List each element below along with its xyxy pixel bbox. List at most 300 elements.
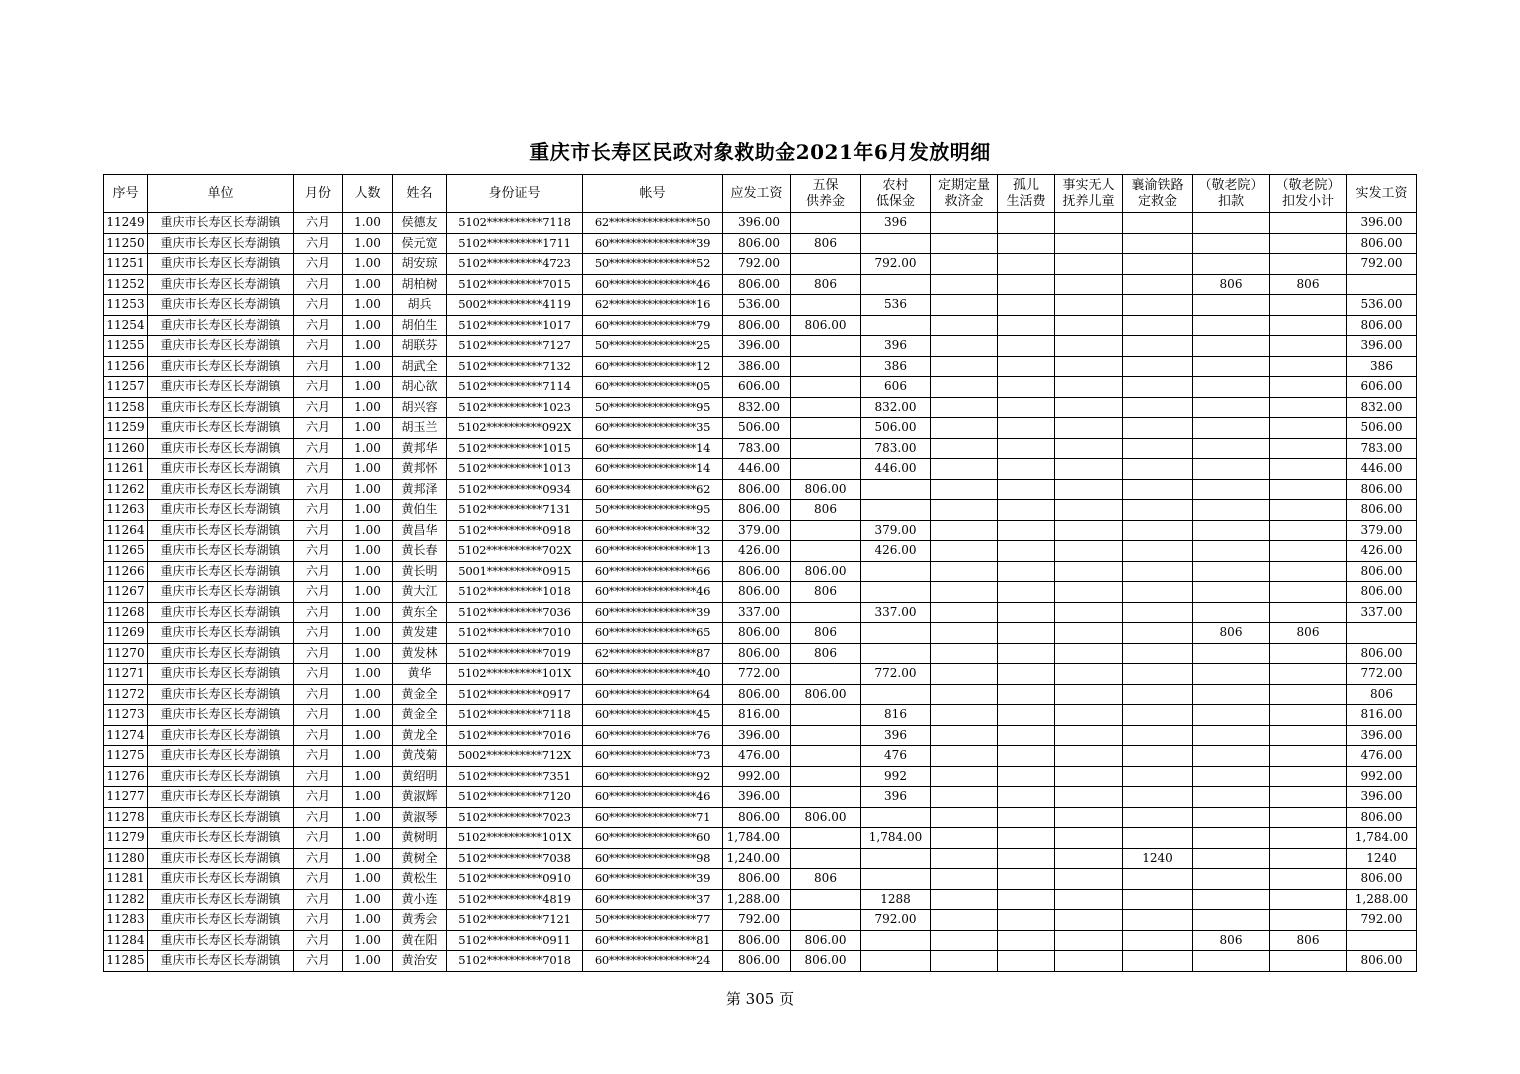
column-header: （敬老院） 扣发小计 bbox=[1270, 175, 1347, 213]
table-cell: 606 bbox=[861, 377, 931, 398]
table-cell bbox=[1193, 746, 1270, 767]
table-cell: 1.00 bbox=[343, 725, 393, 746]
table-cell: 重庆市长寿区长寿湖镇 bbox=[148, 541, 294, 562]
table-cell bbox=[1055, 725, 1123, 746]
table-cell: 1.00 bbox=[343, 828, 393, 849]
table-cell: 黄长明 bbox=[393, 561, 447, 582]
table-cell bbox=[998, 418, 1055, 439]
table-cell: 806.00 bbox=[1347, 643, 1417, 664]
table-cell bbox=[1270, 746, 1347, 767]
table-cell bbox=[791, 746, 861, 767]
table-cell: 5102**********1023 bbox=[447, 397, 583, 418]
table-cell: 772.00 bbox=[723, 664, 791, 685]
table-cell: 1.00 bbox=[343, 520, 393, 541]
table-cell bbox=[1270, 500, 1347, 521]
table-cell: 806.00 bbox=[1347, 582, 1417, 603]
table-cell: 1.00 bbox=[343, 951, 393, 972]
table-cell bbox=[1123, 541, 1193, 562]
table-cell: 783.00 bbox=[723, 438, 791, 459]
table-cell: 806 bbox=[1193, 623, 1270, 644]
table-cell bbox=[931, 479, 998, 500]
table-cell bbox=[1055, 377, 1123, 398]
table-cell bbox=[1123, 766, 1193, 787]
table-cell: 胡安琼 bbox=[393, 254, 447, 275]
column-header: （敬老院） 扣款 bbox=[1193, 175, 1270, 213]
table-cell: 386.00 bbox=[723, 356, 791, 377]
table-cell: 396.00 bbox=[723, 336, 791, 357]
table-cell: 黄昌华 bbox=[393, 520, 447, 541]
table-cell: 5102**********1017 bbox=[447, 315, 583, 336]
table-cell bbox=[1193, 643, 1270, 664]
table-cell: 1.00 bbox=[343, 746, 393, 767]
table-cell: 783.00 bbox=[1347, 438, 1417, 459]
table-cell: 806.00 bbox=[791, 951, 861, 972]
table-cell: 476.00 bbox=[723, 746, 791, 767]
table-cell bbox=[791, 459, 861, 480]
table-cell bbox=[1123, 746, 1193, 767]
table-row bbox=[104, 869, 1417, 890]
table-row bbox=[104, 643, 1417, 664]
table-cell: 60****************81 bbox=[583, 930, 723, 951]
table-cell: 1.00 bbox=[343, 459, 393, 480]
table-cell bbox=[1193, 356, 1270, 377]
table-cell: 11258 bbox=[104, 397, 148, 418]
table-cell: 11256 bbox=[104, 356, 148, 377]
table-cell: 783.00 bbox=[861, 438, 931, 459]
table-cell bbox=[998, 705, 1055, 726]
table-cell bbox=[1055, 438, 1123, 459]
table-cell: 黄茂菊 bbox=[393, 746, 447, 767]
table-cell: 806 bbox=[791, 623, 861, 644]
table-cell: 1,288.00 bbox=[723, 889, 791, 910]
table-cell bbox=[931, 807, 998, 828]
table-cell: 重庆市长寿区长寿湖镇 bbox=[148, 828, 294, 849]
table-cell: 1.00 bbox=[343, 848, 393, 869]
table-cell: 792.00 bbox=[861, 254, 931, 275]
table-cell: 11270 bbox=[104, 643, 148, 664]
table-cell: 六月 bbox=[294, 438, 343, 459]
table-cell: 1.00 bbox=[343, 213, 393, 234]
table-cell: 重庆市长寿区长寿湖镇 bbox=[148, 254, 294, 275]
table-cell bbox=[931, 541, 998, 562]
table-cell bbox=[998, 295, 1055, 316]
table-row bbox=[104, 561, 1417, 582]
table-cell: 六月 bbox=[294, 889, 343, 910]
table-cell: 黄淑辉 bbox=[393, 787, 447, 808]
table-cell bbox=[1055, 930, 1123, 951]
table-cell: 792.00 bbox=[861, 910, 931, 931]
table-cell bbox=[1193, 500, 1270, 521]
table-cell bbox=[861, 274, 931, 295]
table-cell: 黄金全 bbox=[393, 705, 447, 726]
table-cell bbox=[1270, 828, 1347, 849]
table-cell bbox=[1193, 254, 1270, 275]
table-cell: 11275 bbox=[104, 746, 148, 767]
table-cell bbox=[998, 889, 1055, 910]
table-cell: 60****************39 bbox=[583, 602, 723, 623]
table-cell bbox=[931, 520, 998, 541]
table-cell bbox=[1270, 889, 1347, 910]
table-cell: 806.00 bbox=[723, 561, 791, 582]
table-row bbox=[104, 787, 1417, 808]
table-cell: 536 bbox=[861, 295, 931, 316]
table-cell: 1,784.00 bbox=[861, 828, 931, 849]
table-cell: 侯德友 bbox=[393, 213, 447, 234]
table-cell: 806.00 bbox=[1347, 951, 1417, 972]
table-cell bbox=[931, 623, 998, 644]
table-cell: 426.00 bbox=[861, 541, 931, 562]
table-cell: 重庆市长寿区长寿湖镇 bbox=[148, 233, 294, 254]
table-cell: 5102**********101X bbox=[447, 664, 583, 685]
table-cell bbox=[1270, 418, 1347, 439]
table-cell: 5102**********1013 bbox=[447, 459, 583, 480]
table-cell: 六月 bbox=[294, 377, 343, 398]
table-cell bbox=[1193, 561, 1270, 582]
table-cell bbox=[931, 438, 998, 459]
table-cell: 992 bbox=[861, 766, 931, 787]
table-cell: 60****************60 bbox=[583, 828, 723, 849]
table-cell bbox=[931, 766, 998, 787]
table-cell: 六月 bbox=[294, 766, 343, 787]
table-row bbox=[104, 541, 1417, 562]
table-cell bbox=[791, 602, 861, 623]
table-cell: 重庆市长寿区长寿湖镇 bbox=[148, 787, 294, 808]
table-cell bbox=[1193, 869, 1270, 890]
table-cell: 806.00 bbox=[1347, 500, 1417, 521]
table-cell: 胡伯生 bbox=[393, 315, 447, 336]
table-cell bbox=[1055, 295, 1123, 316]
table-cell: 六月 bbox=[294, 602, 343, 623]
table-cell bbox=[791, 336, 861, 357]
table-cell: 1240 bbox=[1123, 848, 1193, 869]
table-cell: 60****************65 bbox=[583, 623, 723, 644]
table-cell bbox=[1123, 807, 1193, 828]
table-cell: 806.00 bbox=[791, 930, 861, 951]
table-cell bbox=[1123, 418, 1193, 439]
table-cell: 六月 bbox=[294, 500, 343, 521]
table-cell: 62****************87 bbox=[583, 643, 723, 664]
table-cell bbox=[1347, 930, 1417, 951]
table-cell bbox=[1123, 684, 1193, 705]
table-cell bbox=[998, 520, 1055, 541]
table-cell bbox=[998, 356, 1055, 377]
table-cell bbox=[1193, 459, 1270, 480]
table-cell bbox=[1123, 561, 1193, 582]
table-cell: 11254 bbox=[104, 315, 148, 336]
table-cell: 60****************39 bbox=[583, 233, 723, 254]
table-cell bbox=[931, 746, 998, 767]
table-cell: 11282 bbox=[104, 889, 148, 910]
page-number: 第 305 页 bbox=[725, 990, 795, 1008]
table-cell: 11252 bbox=[104, 274, 148, 295]
table-cell bbox=[998, 459, 1055, 480]
column-header: 序号 bbox=[104, 175, 148, 213]
table-cell: 胡兵 bbox=[393, 295, 447, 316]
table-cell: 重庆市长寿区长寿湖镇 bbox=[148, 869, 294, 890]
table-cell: 536.00 bbox=[1347, 295, 1417, 316]
table-cell: 11273 bbox=[104, 705, 148, 726]
table-cell bbox=[1055, 500, 1123, 521]
table-cell: 379.00 bbox=[723, 520, 791, 541]
table-cell: 黄松生 bbox=[393, 869, 447, 890]
table-cell bbox=[1193, 684, 1270, 705]
table-cell: 1.00 bbox=[343, 582, 393, 603]
table-cell bbox=[1123, 438, 1193, 459]
table-cell: 476.00 bbox=[1347, 746, 1417, 767]
table-cell: 60****************37 bbox=[583, 889, 723, 910]
table-cell: 六月 bbox=[294, 684, 343, 705]
column-header: 单位 bbox=[148, 175, 294, 213]
table-cell: 六月 bbox=[294, 643, 343, 664]
table-cell: 5102**********1018 bbox=[447, 582, 583, 603]
table-cell: 11279 bbox=[104, 828, 148, 849]
table-cell: 黄树明 bbox=[393, 828, 447, 849]
table-cell: 5102**********092X bbox=[447, 418, 583, 439]
table-cell bbox=[931, 787, 998, 808]
table-cell bbox=[998, 541, 1055, 562]
column-header: 身份证号 bbox=[447, 175, 583, 213]
table-cell: 黄小连 bbox=[393, 889, 447, 910]
table-cell bbox=[1270, 479, 1347, 500]
table-cell bbox=[1123, 479, 1193, 500]
table-cell: 1.00 bbox=[343, 561, 393, 582]
column-header: 人数 bbox=[343, 175, 393, 213]
table-cell: 60****************14 bbox=[583, 438, 723, 459]
table-cell bbox=[931, 910, 998, 931]
table-cell bbox=[1055, 213, 1123, 234]
table-cell: 806 bbox=[1270, 623, 1347, 644]
column-header: 帐号 bbox=[583, 175, 723, 213]
table-row bbox=[104, 848, 1417, 869]
table-cell: 792.00 bbox=[1347, 254, 1417, 275]
relief-fund-table bbox=[103, 174, 1417, 972]
table-cell: 重庆市长寿区长寿湖镇 bbox=[148, 315, 294, 336]
table-cell bbox=[998, 479, 1055, 500]
table-cell: 506.00 bbox=[861, 418, 931, 439]
table-cell: 重庆市长寿区长寿湖镇 bbox=[148, 356, 294, 377]
table-cell bbox=[931, 336, 998, 357]
table-cell bbox=[861, 582, 931, 603]
table-cell bbox=[1270, 356, 1347, 377]
table-cell: 六月 bbox=[294, 930, 343, 951]
table-cell: 806.00 bbox=[791, 479, 861, 500]
column-header: 应发工资 bbox=[723, 175, 791, 213]
table-cell bbox=[998, 725, 1055, 746]
table-cell bbox=[931, 869, 998, 890]
table-cell: 黄邦怀 bbox=[393, 459, 447, 480]
table-cell: 黄大江 bbox=[393, 582, 447, 603]
table-cell bbox=[931, 828, 998, 849]
table-cell bbox=[1193, 520, 1270, 541]
table-row bbox=[104, 254, 1417, 275]
table-cell: 六月 bbox=[294, 356, 343, 377]
table-cell bbox=[1055, 336, 1123, 357]
table-cell bbox=[1123, 500, 1193, 521]
table-cell: 重庆市长寿区长寿湖镇 bbox=[148, 418, 294, 439]
table-cell: 六月 bbox=[294, 397, 343, 418]
table-cell: 60****************13 bbox=[583, 541, 723, 562]
table-cell: 806.00 bbox=[791, 684, 861, 705]
table-cell bbox=[1270, 295, 1347, 316]
table-cell: 1.00 bbox=[343, 438, 393, 459]
table-cell bbox=[1270, 848, 1347, 869]
table-cell: 5102**********7127 bbox=[447, 336, 583, 357]
table-cell bbox=[998, 684, 1055, 705]
table-cell: 1.00 bbox=[343, 315, 393, 336]
table-cell bbox=[998, 951, 1055, 972]
table-cell bbox=[1193, 438, 1270, 459]
table-cell: 1.00 bbox=[343, 274, 393, 295]
table-cell: 1.00 bbox=[343, 500, 393, 521]
table-cell: 60****************98 bbox=[583, 848, 723, 869]
table-cell: 792.00 bbox=[1347, 910, 1417, 931]
table-cell: 5102**********0910 bbox=[447, 869, 583, 890]
table-cell bbox=[1270, 561, 1347, 582]
table-cell: 5102**********7118 bbox=[447, 705, 583, 726]
table-row bbox=[104, 930, 1417, 951]
table-cell bbox=[931, 602, 998, 623]
table-cell: 11249 bbox=[104, 213, 148, 234]
table-cell: 60****************46 bbox=[583, 274, 723, 295]
table-cell: 六月 bbox=[294, 787, 343, 808]
table-cell: 992.00 bbox=[1347, 766, 1417, 787]
table-cell bbox=[998, 848, 1055, 869]
table-cell: 806.00 bbox=[723, 684, 791, 705]
table-cell bbox=[791, 418, 861, 439]
table-cell bbox=[1055, 848, 1123, 869]
table-cell bbox=[931, 930, 998, 951]
table-cell: 806 bbox=[791, 274, 861, 295]
table-cell: 黄发建 bbox=[393, 623, 447, 644]
table-cell: 446.00 bbox=[723, 459, 791, 480]
table-cell: 426.00 bbox=[1347, 541, 1417, 562]
table-cell: 11285 bbox=[104, 951, 148, 972]
table-cell: 806.00 bbox=[723, 582, 791, 603]
table-cell: 806.00 bbox=[723, 623, 791, 644]
table-cell: 六月 bbox=[294, 233, 343, 254]
table-cell: 806.00 bbox=[1347, 315, 1417, 336]
table-cell: 1.00 bbox=[343, 602, 393, 623]
column-header: 实发工资 bbox=[1347, 175, 1417, 213]
table-cell bbox=[931, 377, 998, 398]
table-cell bbox=[1055, 787, 1123, 808]
table-cell: 重庆市长寿区长寿湖镇 bbox=[148, 500, 294, 521]
table-cell: 446.00 bbox=[861, 459, 931, 480]
table-cell: 重庆市长寿区长寿湖镇 bbox=[148, 274, 294, 295]
table-cell: 11267 bbox=[104, 582, 148, 603]
table-cell bbox=[1055, 315, 1123, 336]
table-cell bbox=[1055, 684, 1123, 705]
table-cell: 1,784.00 bbox=[723, 828, 791, 849]
table-cell bbox=[791, 213, 861, 234]
table-cell bbox=[791, 828, 861, 849]
table-row bbox=[104, 746, 1417, 767]
table-cell: 11253 bbox=[104, 295, 148, 316]
table-cell: 396.00 bbox=[723, 213, 791, 234]
table-cell bbox=[1123, 582, 1193, 603]
table-cell bbox=[1193, 418, 1270, 439]
table-cell bbox=[1270, 602, 1347, 623]
table-cell bbox=[1055, 602, 1123, 623]
table-cell bbox=[931, 561, 998, 582]
table-cell: 60****************79 bbox=[583, 315, 723, 336]
table-cell: 60****************05 bbox=[583, 377, 723, 398]
table-row bbox=[104, 766, 1417, 787]
table-cell bbox=[1193, 397, 1270, 418]
table-cell bbox=[861, 500, 931, 521]
table-cell: 386 bbox=[861, 356, 931, 377]
table-cell: 重庆市长寿区长寿湖镇 bbox=[148, 459, 294, 480]
table-cell: 792.00 bbox=[723, 254, 791, 275]
table-cell: 重庆市长寿区长寿湖镇 bbox=[148, 848, 294, 869]
table-cell: 1.00 bbox=[343, 295, 393, 316]
table-cell: 536.00 bbox=[723, 295, 791, 316]
table-row bbox=[104, 725, 1417, 746]
table-row bbox=[104, 951, 1417, 972]
table-cell: 1.00 bbox=[343, 807, 393, 828]
table-cell bbox=[1193, 582, 1270, 603]
table-cell: 5102**********4723 bbox=[447, 254, 583, 275]
table-cell: 5102**********7131 bbox=[447, 500, 583, 521]
table-cell bbox=[791, 397, 861, 418]
table-cell: 胡兴容 bbox=[393, 397, 447, 418]
table-cell: 重庆市长寿区长寿湖镇 bbox=[148, 930, 294, 951]
table-cell bbox=[1123, 828, 1193, 849]
table-cell: 黄治安 bbox=[393, 951, 447, 972]
table-cell: 1.00 bbox=[343, 254, 393, 275]
table-cell: 胡玉兰 bbox=[393, 418, 447, 439]
table-cell: 5102**********7132 bbox=[447, 356, 583, 377]
table-cell: 5102**********0917 bbox=[447, 684, 583, 705]
table-cell: 396.00 bbox=[1347, 336, 1417, 357]
table-cell bbox=[1123, 233, 1193, 254]
table-cell bbox=[1347, 274, 1417, 295]
table-cell bbox=[1193, 602, 1270, 623]
table-cell: 772.00 bbox=[861, 664, 931, 685]
table-cell: 60****************62 bbox=[583, 479, 723, 500]
table-cell: 5102**********7015 bbox=[447, 274, 583, 295]
table-cell: 11274 bbox=[104, 725, 148, 746]
table-cell: 60****************92 bbox=[583, 766, 723, 787]
table-cell: 816.00 bbox=[1347, 705, 1417, 726]
table-row bbox=[104, 582, 1417, 603]
table-cell: 胡心欲 bbox=[393, 377, 447, 398]
table-cell: 重庆市长寿区长寿湖镇 bbox=[148, 520, 294, 541]
table-cell: 5102**********7036 bbox=[447, 602, 583, 623]
table-cell: 1.00 bbox=[343, 356, 393, 377]
table-cell: 1240 bbox=[1347, 848, 1417, 869]
table-cell: 重庆市长寿区长寿湖镇 bbox=[148, 705, 294, 726]
table-cell: 5102**********1015 bbox=[447, 438, 583, 459]
table-cell: 5102**********7010 bbox=[447, 623, 583, 644]
table-cell bbox=[1055, 746, 1123, 767]
table-row bbox=[104, 479, 1417, 500]
table-cell bbox=[1270, 664, 1347, 685]
table-header-row bbox=[104, 175, 1417, 213]
table-cell: 396.00 bbox=[1347, 213, 1417, 234]
table-cell: 六月 bbox=[294, 848, 343, 869]
table-cell bbox=[861, 233, 931, 254]
table-cell bbox=[931, 213, 998, 234]
table-cell: 重庆市长寿区长寿湖镇 bbox=[148, 623, 294, 644]
table-cell bbox=[861, 684, 931, 705]
table-cell: 黄淑琴 bbox=[393, 807, 447, 828]
table-cell bbox=[1270, 787, 1347, 808]
table-row bbox=[104, 459, 1417, 480]
table-cell bbox=[1193, 910, 1270, 931]
table-cell bbox=[931, 684, 998, 705]
table-cell bbox=[1123, 705, 1193, 726]
